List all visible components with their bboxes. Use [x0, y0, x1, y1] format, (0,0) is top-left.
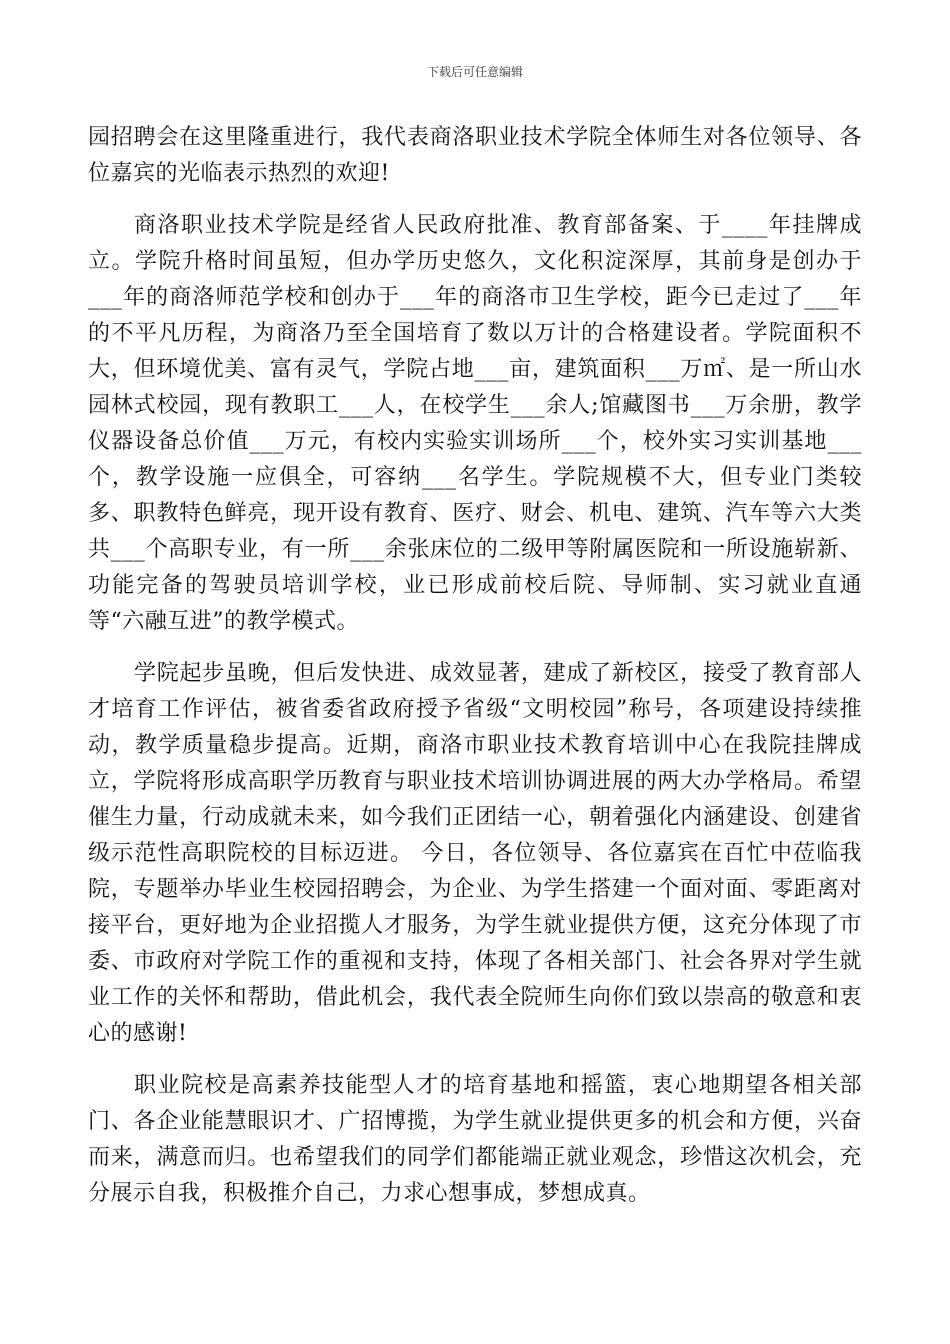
paragraph-college-intro: 商洛职业技术学院是经省人民政府批准、教育部备案、于____年挂牌成立。学院升格时间虽短，但办学历史悠久，文化积淀深厚，其前身是创办于___年的商洛师范学校和创办于___年的商洛市卫生学校，距今已走过了___年的不平凡历程，为商洛乃至全国培育了数以万计的合格建设者。学院面积不大，但环境优美、富有灵气，学院占地___亩，建筑面积___万㎡、是一所山水园林式校园，现有教职工___人，在校学生___余人;馆藏图书___万余册，教学仪器设备总价值___万元，有校内实验实训场所___个，校外实习实训基地___个，教学设施一应俱全，可容纳___名学生。学院规模不大，但专业门类较多、职教特色鲜亮，现开设有教育、医疗、财会、机电、建筑、汽车等六大类共___个高职专业，有一所___余张床位的二级甲等附属医院和一所设施崭新、功能完备的驾驶员培训学校，业已形成前校后院、导师制、实习就业直通等“六融互进”的教学模式。	[88, 213, 862, 634]
paragraph-closing-wishes: 职业院校是高素养技能型人才的培育基地和摇篮，衷心地期望各相关部门、各企业能慧眼识才、广招博揽，为学生就业提供更多的机会和方便，兴奋而来，满意而归。也希望我们的同学们都能端正就业观念，珍惜这次机会，充分展示自我，积极推介自己，力求心想事成，梦想成真。	[88, 1073, 862, 1206]
paragraph-college-development: 学院起步虽晚，但后发快进、成效显著，建成了新校区，接受了教育部人才培育工作评估，被省委省政府授予省级“文明校园”称号，各项建设持续推动，教学质量稳步提高。近期，商洛市职业技术教育培训中心在我院挂牌成立，学院将形成高职学历教育与职业技术培训协调进展的两大办学格局。希望催生力量，行动成就未来，如今我们正团结一心，朝着强化内涵建设、创建省级示范性高职院校的目标迈进。 今日，各位领导、各位嘉宾在百忙中莅临我院，专题举办毕业生校园招聘会，为企业、为学生搭建一个面对面、零距离对接平台，更好地为企业招揽人才服务，为学生就业提供方便，这充分体现了市委、市政府对学院工作的重视和支持，体现了各相关部门、社会各界对学生就业工作的关怀和帮助，借此机会，我代表全院师生向你们致以崇高的敬意和衷心的感谢!	[88, 661, 862, 1046]
page-header-note: 下载后可任意编辑	[426, 65, 523, 79]
paragraph-welcome: 园招聘会在这里隆重进行，我代表商洛职业技术学院全体师生对各位领导、各位嘉宾的光临表示热烈的欢迎!	[88, 125, 862, 186]
document-body	[88, 120, 862, 1212]
